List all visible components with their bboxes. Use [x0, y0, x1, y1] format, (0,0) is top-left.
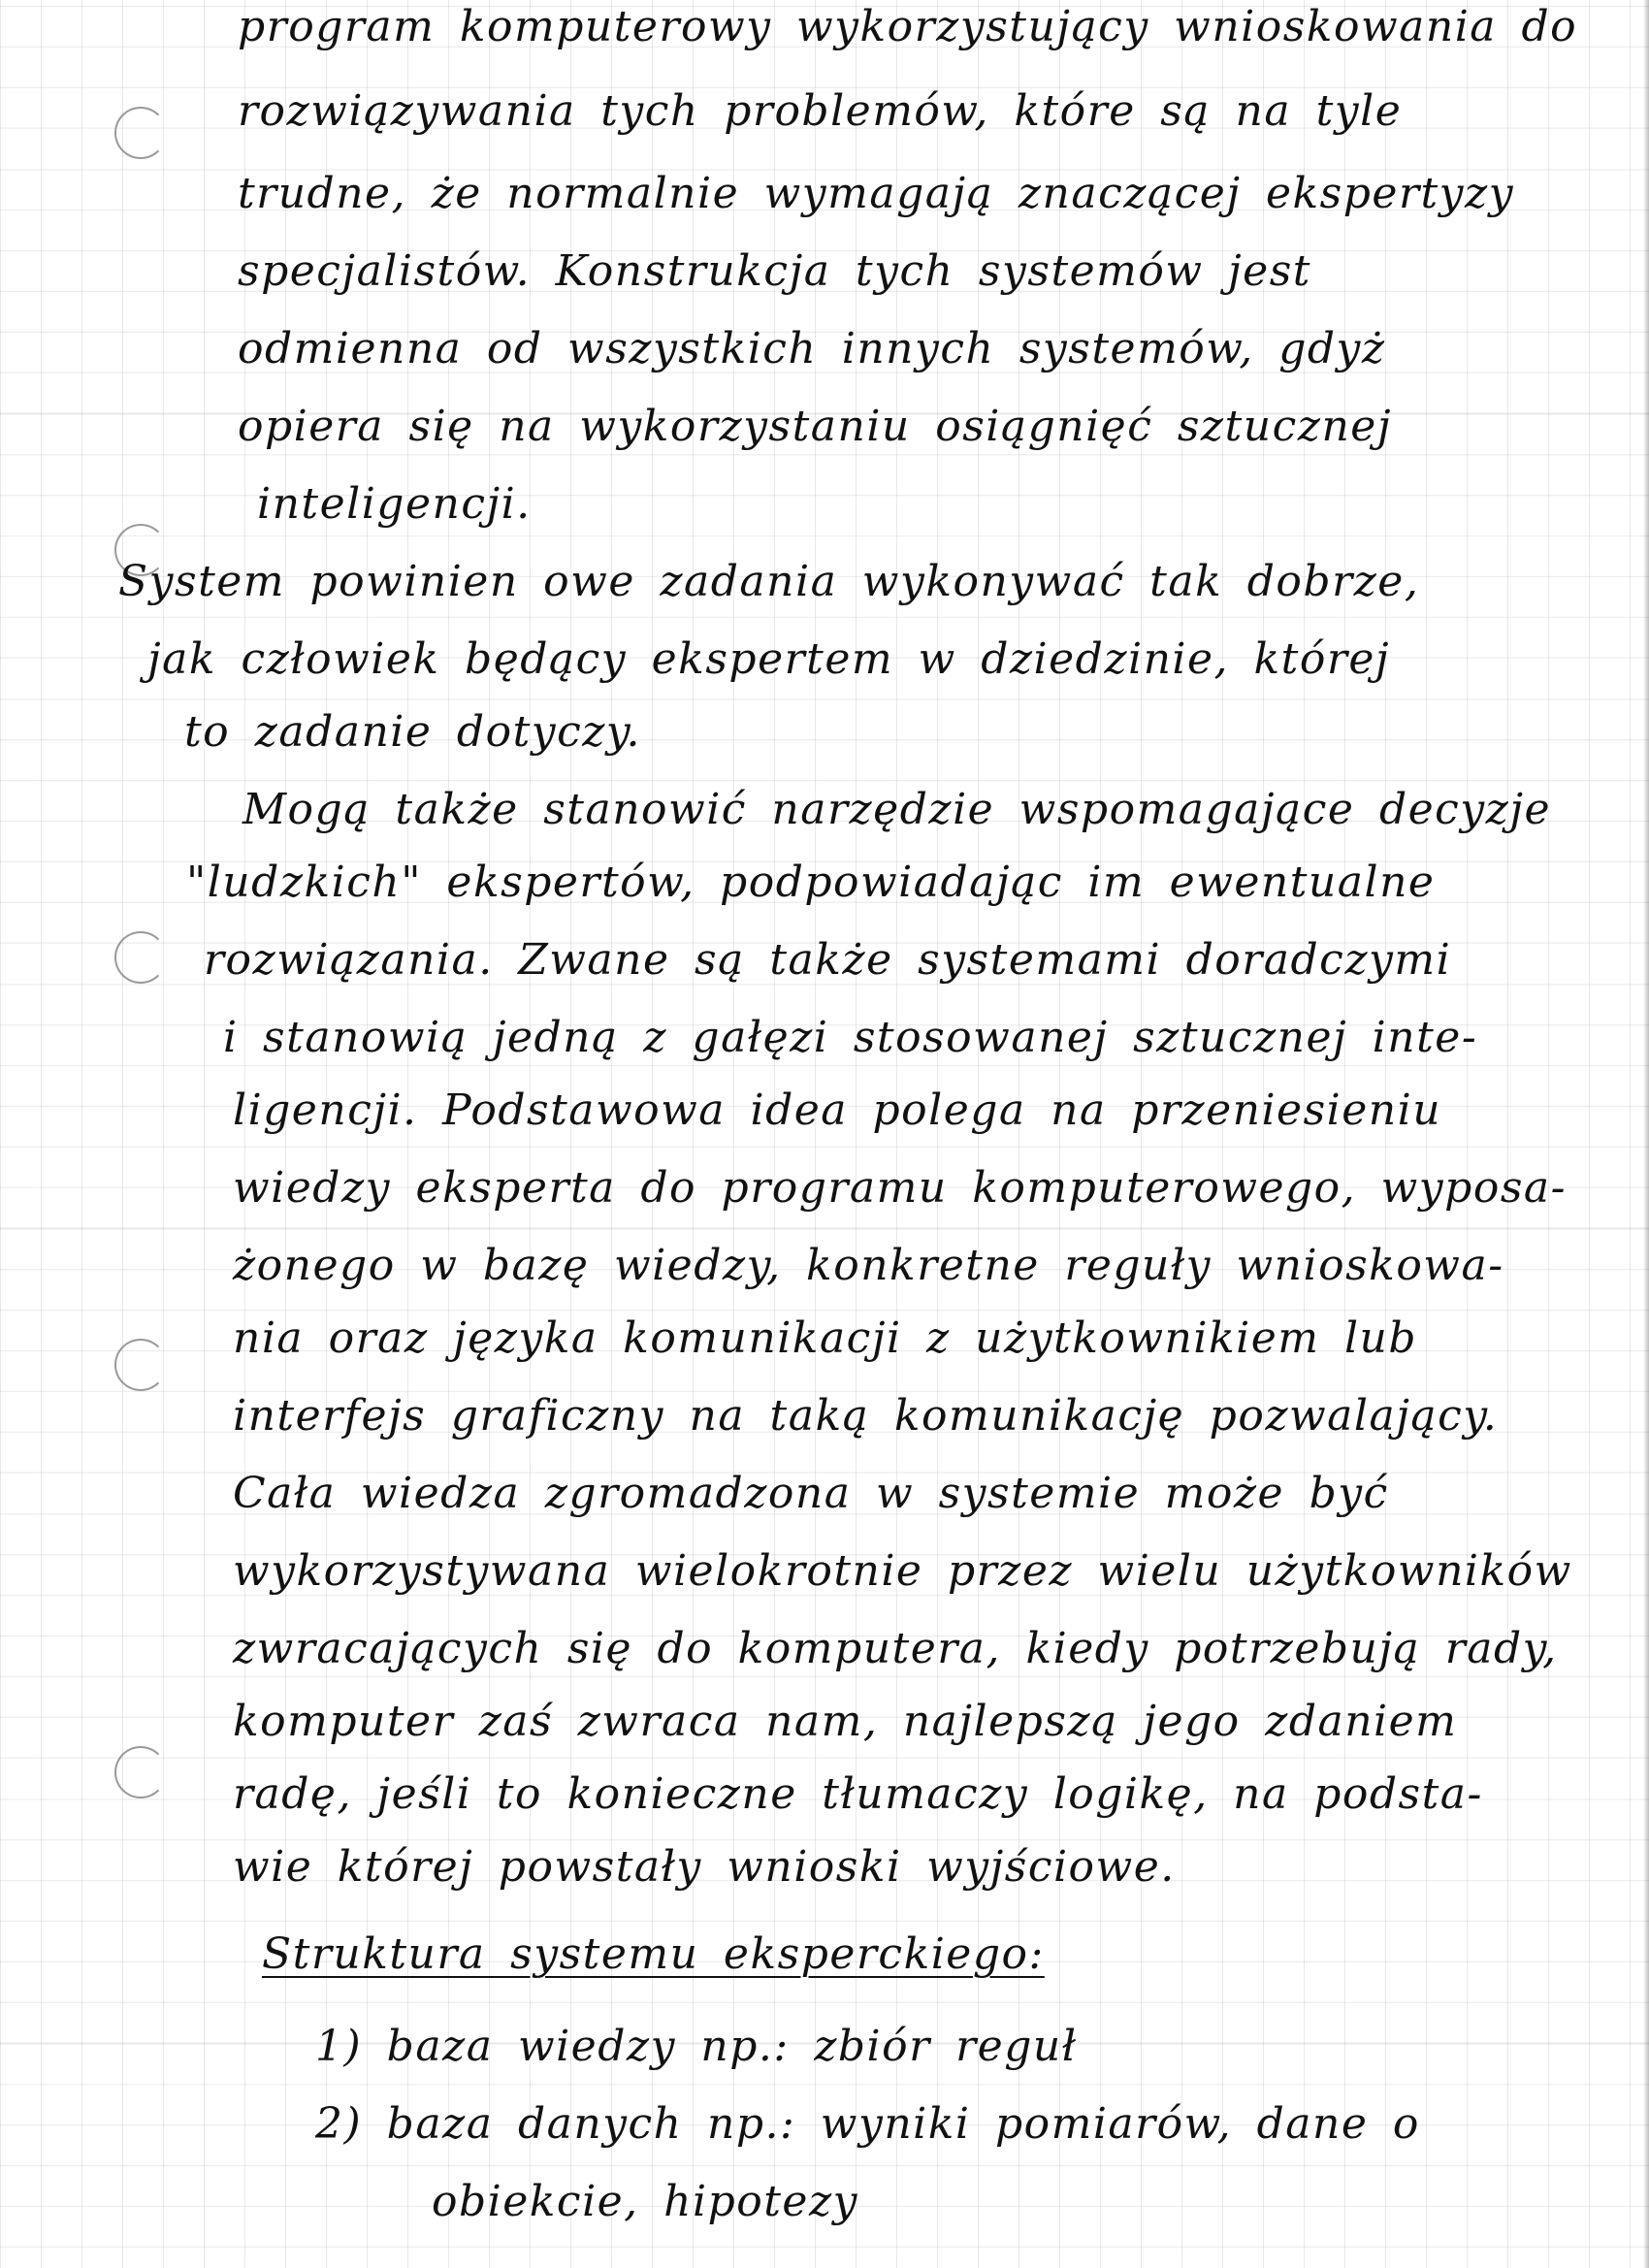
- text-line: specjalistów. Konstrukcja tych systemów jest: [238, 246, 1311, 296]
- text-line: interfejs graficzny na taką komunikację pozwalający.: [233, 1391, 1499, 1441]
- text-line: wykorzystywana wielokrotnie przez wielu użytkowników: [233, 1546, 1572, 1596]
- text-line: żonego w bazę wiedzy, konkretne reguły wnioskowa-: [233, 1241, 1504, 1290]
- section-heading: Struktura systemu eksperckiego:: [262, 1929, 1045, 1979]
- text-line: Mogą także stanowić narzędzie wspomagające decyzje: [242, 785, 1552, 834]
- list-item: 1) baza wiedzy np.: zbiór reguł: [315, 2022, 1078, 2071]
- text-line: i stanowią jedną z gałęzi stosowanej sztucznej inte-: [223, 1013, 1478, 1062]
- text-line: odmienna od wszystkich innych systemów, gdyż: [238, 324, 1386, 373]
- text-line: komputer zaś zwraca nam, najlepszą jego zdaniem: [233, 1697, 1458, 1746]
- text-line: wie której powstały wnioski wyjściowe.: [233, 1842, 1176, 1892]
- text-line: radę, jeśli to konieczne tłumaczy logikę, na podsta-: [233, 1769, 1483, 1819]
- text-line: "ludzkich" ekspertów, podpowiadając im ewentualne: [186, 858, 1436, 907]
- text-line: trudne, że normalnie wymagają znaczącej ekspertyzy: [238, 169, 1515, 218]
- text-line: wiedzy eksperta do programu komputerowego, wyposa-: [233, 1163, 1568, 1213]
- list-item: 2) baza danych np.: wyniki pomiarów, dane o: [315, 2099, 1420, 2149]
- text-line: zwracających się do komputera, kiedy potrzebują rady,: [233, 1624, 1558, 1673]
- text-line: inteligencji.: [257, 479, 532, 529]
- text-line: opiera się na wykorzystaniu osiągnięć sztucznej: [238, 402, 1392, 451]
- text-line: nia oraz języka komunikacji z użytkownikiem lub: [233, 1313, 1418, 1363]
- text-line: jak człowiek będący ekspertem w dziedzinie, której: [147, 634, 1391, 684]
- text-line: Cała wiedza zgromadzona w systemie może być: [233, 1469, 1389, 1518]
- text-line: program komputerowy wykorzystujący wnioskowania do: [238, 2, 1578, 51]
- text-line: rozwiązania. Zwane są także systemami doradczymi: [204, 935, 1452, 985]
- text-line: ligencji. Podstawowa idea polega na przeniesieniu: [233, 1085, 1442, 1135]
- text-line: to zadanie dotyczy.: [184, 707, 641, 757]
- text-line: System powinien owe zadania wykonywać tak dobrze,: [118, 557, 1420, 606]
- text-line: rozwiązywania tych problemów, które są na tyle: [238, 86, 1403, 136]
- list-item: obiekcie, hipotezy: [432, 2177, 858, 2226]
